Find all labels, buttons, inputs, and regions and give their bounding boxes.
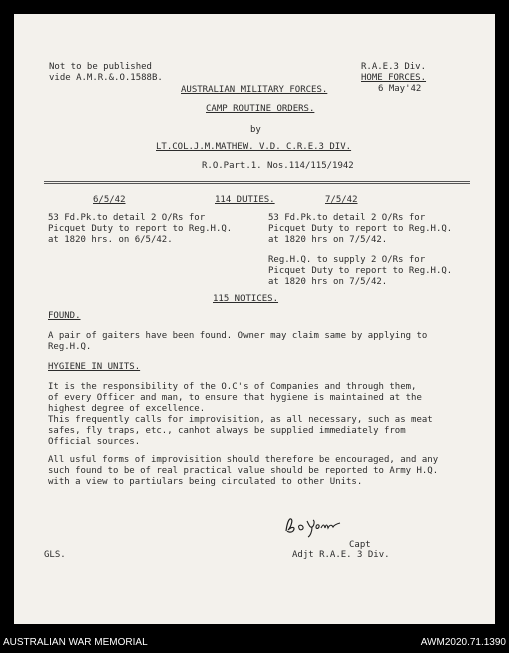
issuing-officer: LT.COL.J.M.MATHEW. V.D. C.R.E.3 DIV. [156, 142, 352, 152]
hygiene-line: with a view to partiulars being circulated to other Units. [48, 477, 363, 487]
divider-line [44, 183, 470, 184]
document-page [14, 14, 495, 624]
duty-right-line: 53 Fd.Pk.to detail 2 O/Rs for [268, 213, 426, 223]
publish-note-line2: vide A.M.R.&.O.1588B. [49, 73, 163, 83]
duty-right-line: Picquet Duty to report to Reg.H.Q. [268, 224, 453, 234]
duty-right-line: Reg.H.Q. to supply 2 O/Rs for [268, 255, 426, 265]
found-body-line: Reg.H.Q. [48, 342, 92, 352]
duty-left-line: Picquet Duty to report to Reg.H.Q. [48, 224, 233, 234]
archive-reference: AWM2020.71.1390 [420, 637, 506, 648]
duty-right-line: Picquet Duty to report to Reg.H.Q. [268, 266, 453, 276]
duties-heading: 114 DUTIES. [215, 195, 275, 205]
handwritten-signature [283, 515, 343, 539]
order-date: 6 May'42 [378, 84, 422, 94]
by-label: by [250, 125, 261, 135]
duty-right-line: at 1820 hrs on 7/5/42. [268, 277, 388, 287]
hygiene-line: of every Officer and man, to ensure that hygiene is maintained at the [48, 393, 422, 403]
duty-left-line: 53 Fd.Pk.to detail 2 O/Rs for [48, 213, 206, 223]
hygiene-title: HYGIENE IN UNITS. [48, 362, 141, 372]
unit-name: R.A.E.3 Div. [361, 62, 427, 72]
found-title: FOUND. [48, 311, 81, 321]
home-forces: HOME FORCES. [361, 73, 427, 83]
notices-heading: 115 NOTICES. [213, 294, 279, 304]
hygiene-line: This frequently calls for improvisition, as all necessary, such as meat [48, 415, 433, 425]
hygiene-line: It is the responsibility of the O.C's of Companies and through them, [48, 382, 417, 392]
duty-right-line: at 1820 hrs on 7/5/42. [268, 235, 388, 245]
signature-title: Adjt R.A.E. 3 Div. [292, 550, 390, 560]
signature-rank: Capt [349, 540, 371, 550]
hygiene-line: safes, fly traps, etc., canhot always be supplied immediately from [48, 426, 406, 436]
duty-left-line: at 1820 hrs. on 6/5/42. [48, 235, 173, 245]
hygiene-line: such found to be of real practical value should be reported to Army H.Q. [48, 466, 439, 476]
typist-initials: GLS. [44, 550, 66, 560]
hygiene-line: highest degree of excellence. [48, 404, 206, 414]
archive-credit: AUSTRALIAN WAR MEMORIAL [3, 637, 148, 648]
forces-heading: AUSTRALIAN MILITARY FORCES. [181, 85, 328, 95]
publish-note-line1: Not to be published [49, 62, 152, 72]
routine-order-numbers: R.O.Part.1. Nos.114/115/1942 [202, 161, 354, 171]
hygiene-line: All usful forms of improvisition should therefore be encouraged, and any [48, 455, 439, 465]
divider-line [44, 181, 470, 182]
found-body-line: A pair of gaiters have been found. Owner may claim same by applying to [48, 331, 428, 341]
hygiene-line: Official sources. [48, 437, 141, 447]
duties-right-date: 7/5/42 [325, 195, 358, 205]
orders-heading: CAMP ROUTINE ORDERS. [206, 104, 315, 114]
duties-left-date: 6/5/42 [93, 195, 126, 205]
